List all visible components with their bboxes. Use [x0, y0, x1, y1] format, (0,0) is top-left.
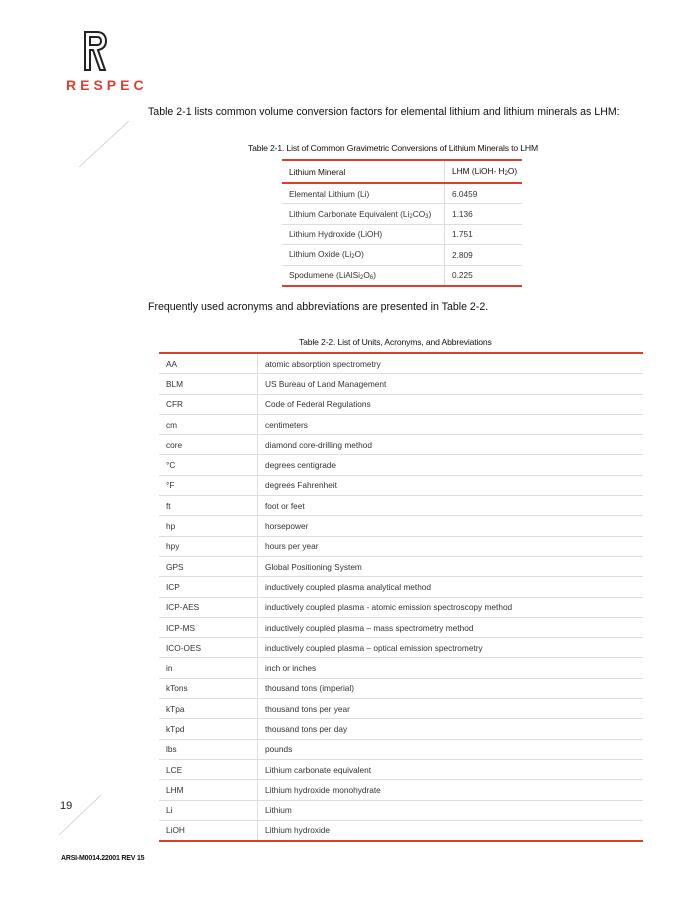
table1-header-mineral: Lithium Mineral — [282, 160, 445, 183]
definition-cell: US Bureau of Land Management — [258, 374, 644, 394]
document-id: ARSI-M0014.22001 REV 15 — [61, 855, 145, 862]
definition-cell: foot or feet — [258, 496, 644, 516]
table2-caption: Table 2-2. List of Units, Acronyms, and Abbreviations — [299, 337, 492, 347]
table1-header-lhm: LHM (LiOH- $H_2O$) — [445, 160, 523, 183]
definition-cell: inductively coupled plasma – mass spectrometry method — [258, 617, 644, 637]
definition-cell: degrees centigrade — [258, 455, 644, 475]
abbreviation-cell: °F — [159, 475, 258, 495]
abbreviation-cell: CFR — [159, 394, 258, 414]
definition-cell: inductively coupled plasma analytical method — [258, 577, 644, 597]
abbreviation-cell: ft — [159, 496, 258, 516]
table-row — [159, 455, 643, 475]
abbreviation-cell: ICP — [159, 577, 258, 597]
table-row — [159, 719, 643, 739]
abbreviation-cell: ICP-AES — [159, 597, 258, 617]
abbreviation-cell: kTpa — [159, 699, 258, 719]
definition-cell: thousand tons (imperial) — [258, 678, 644, 698]
table-row — [159, 475, 643, 495]
lhm-value-cell: 6.0459 — [445, 183, 523, 204]
definition-cell: diamond core-drilling method — [258, 435, 644, 455]
table-row — [282, 183, 522, 204]
abbreviation-cell: cm — [159, 414, 258, 434]
abbreviation-cell: °C — [159, 455, 258, 475]
abbreviation-cell: hpy — [159, 536, 258, 556]
table-row — [282, 224, 522, 244]
lhm-value-cell: 0.225 — [445, 265, 523, 286]
abbreviation-cell: hp — [159, 516, 258, 536]
abbreviation-cell: LiOH — [159, 820, 258, 841]
table-row — [159, 414, 643, 434]
definition-cell: degrees Fahrenheit — [258, 475, 644, 495]
table-row — [159, 353, 643, 374]
respec-r-mark-icon — [82, 30, 108, 72]
table-row — [159, 739, 643, 759]
table-row — [159, 800, 643, 820]
table-row — [159, 638, 643, 658]
definition-cell: inductively coupled plasma - atomic emission spectroscopy method — [258, 597, 644, 617]
table-row — [159, 699, 643, 719]
definition-cell: inductively coupled plasma – optical emission spectrometry — [258, 638, 644, 658]
table-row — [282, 204, 522, 224]
definition-cell: inch or inches — [258, 658, 644, 678]
table-row — [159, 617, 643, 637]
definition-cell: Lithium hydroxide monohydrate — [258, 780, 644, 800]
acronyms-intro-text: Frequently used acronyms and abbreviations are presented in Table 2-2. — [148, 301, 489, 313]
table-row — [159, 678, 643, 698]
abbreviation-cell: in — [159, 658, 258, 678]
definition-cell: Code of Federal Regulations — [258, 394, 644, 414]
definition-cell: thousand tons per day — [258, 719, 644, 739]
abbreviation-cell: kTons — [159, 678, 258, 698]
table-row — [159, 496, 643, 516]
table-row — [159, 658, 643, 678]
abbreviation-cell: GPS — [159, 556, 258, 576]
table-row — [159, 556, 643, 576]
definition-cell: Lithium hydroxide — [258, 820, 644, 841]
abbreviation-cell: ICP-MS — [159, 617, 258, 637]
abbreviation-cell: LCE — [159, 759, 258, 779]
decorative-diagonal-top — [78, 120, 130, 168]
table-row — [159, 597, 643, 617]
mineral-cell: Elemental Lithium (Li) — [282, 183, 445, 204]
definition-cell: Lithium — [258, 800, 644, 820]
abbreviation-cell: core — [159, 435, 258, 455]
table-row — [159, 536, 643, 556]
abbreviation-cell: LHM — [159, 780, 258, 800]
definition-cell: pounds — [258, 739, 644, 759]
table-row — [159, 394, 643, 414]
lhm-value-cell: 2.809 — [445, 245, 523, 265]
table-row — [159, 374, 643, 394]
definition-cell: hours per year — [258, 536, 644, 556]
respec-logo — [62, 30, 148, 110]
table-row — [282, 265, 522, 286]
table-row — [159, 435, 643, 455]
mineral-cell: Lithium Oxide $(Li_2O)$ — [282, 245, 445, 265]
definition-cell: centimeters — [258, 414, 644, 434]
abbreviation-cell: lbs — [159, 739, 258, 759]
page-number: 19 — [60, 800, 73, 812]
conversion-table — [282, 159, 522, 287]
acronyms-table — [159, 352, 643, 842]
mineral-cell: Lithium Carbonate Equivalent $(Li_2CO_3)$ — [282, 204, 445, 224]
intro-text: Table 2-1 lists common volume conversion factors for elemental lithium and lithium minerals as LHM: — [148, 106, 620, 118]
lhm-value-cell: 1.751 — [445, 224, 523, 244]
table-row — [159, 759, 643, 779]
definition-cell: horsepower — [258, 516, 644, 536]
definition-cell: atomic absorption spectrometry — [258, 353, 644, 374]
table-row — [282, 245, 522, 265]
table-row — [159, 516, 643, 536]
table1-header-row — [282, 160, 522, 183]
definition-cell: thousand tons per year — [258, 699, 644, 719]
abbreviation-cell: AA — [159, 353, 258, 374]
mineral-cell: Lithium Hydroxide (LiOH) — [282, 224, 445, 244]
mineral-cell: Spodumene $(LiAlSi_2O_6)$ — [282, 265, 445, 286]
table-row — [159, 820, 643, 841]
abbreviation-cell: BLM — [159, 374, 258, 394]
abbreviation-cell: ICO-OES — [159, 638, 258, 658]
abbreviation-cell: kTpd — [159, 719, 258, 739]
abbreviation-cell: Li — [159, 800, 258, 820]
table-row — [159, 780, 643, 800]
logo-text: RESPEC — [66, 77, 148, 93]
definition-cell: Global Positioning System — [258, 556, 644, 576]
lhm-value-cell: 1.136 — [445, 204, 523, 224]
table1-caption: Table 2-1. List of Common Gravimetric Conversions of Lithium Minerals to LHM — [248, 143, 538, 153]
table-row — [159, 577, 643, 597]
definition-cell: Lithium carbonate equivalent — [258, 759, 644, 779]
